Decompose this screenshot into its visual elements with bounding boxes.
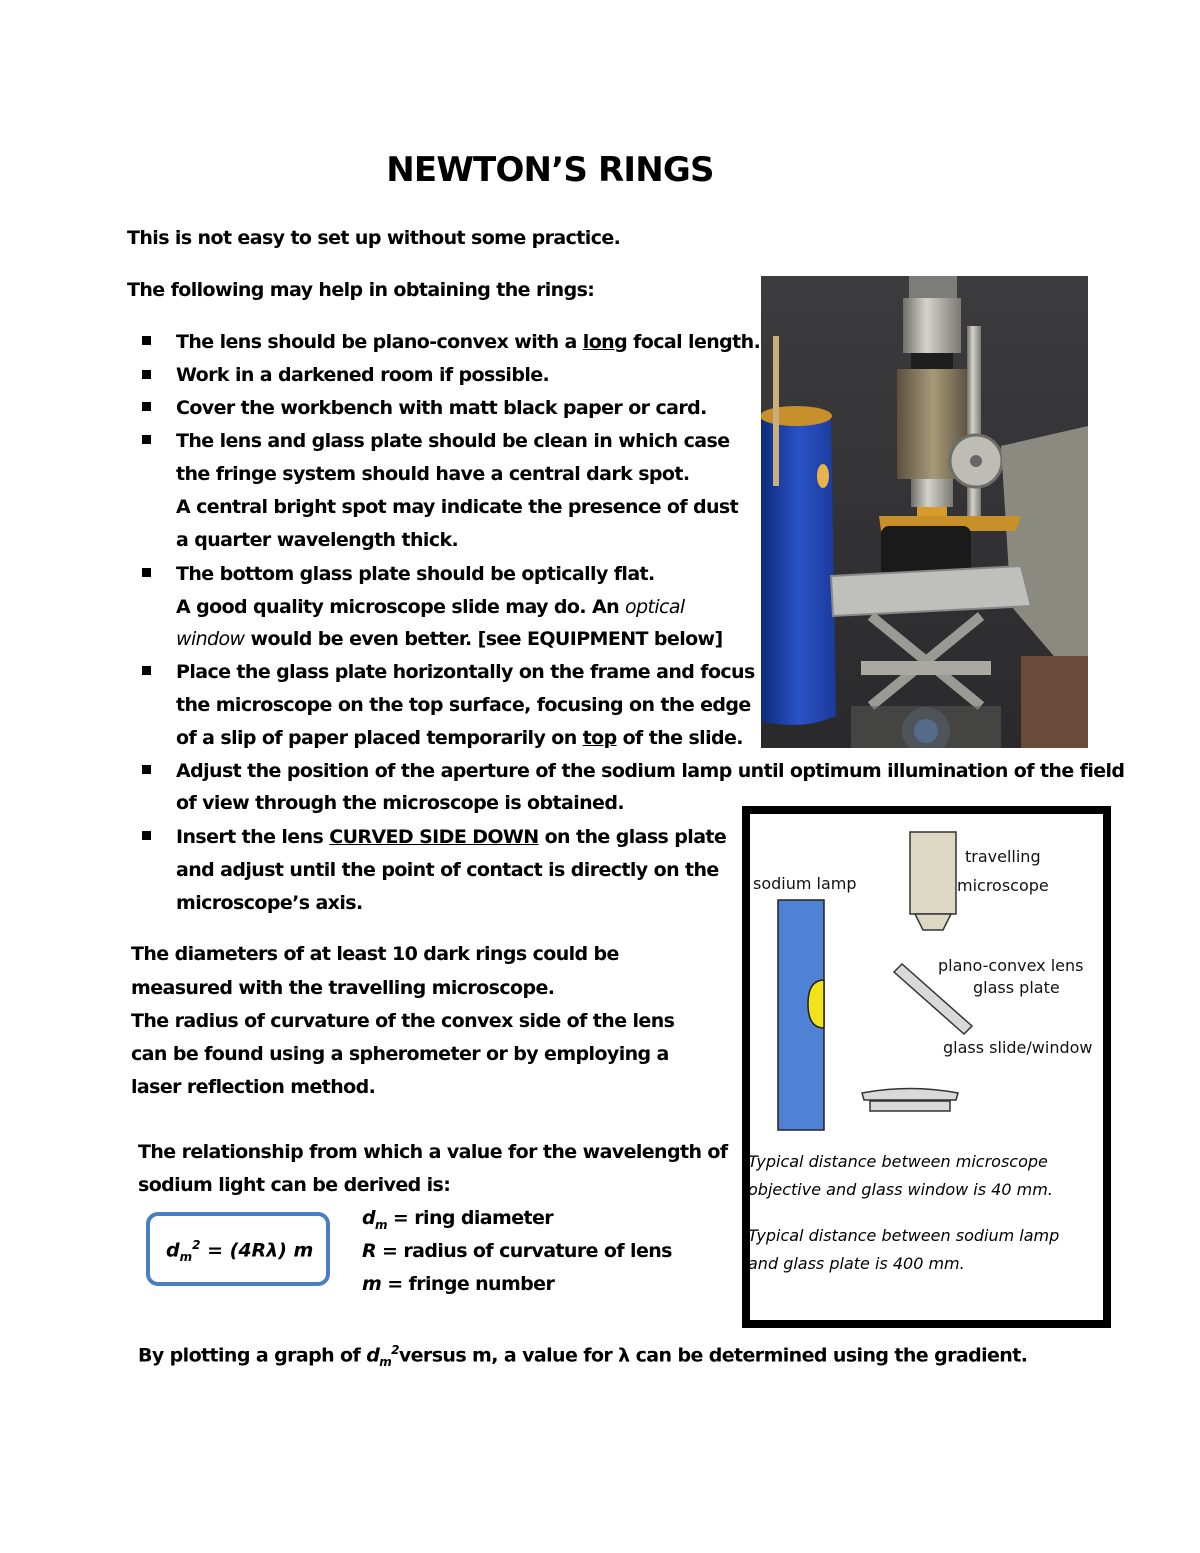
measure-line: laser reflection method. (131, 1076, 376, 1098)
tip-text: of a slip of paper placed temporarily on top of the slide. (176, 727, 743, 749)
diagram-note: and glass plate is 400 mm. (748, 1254, 965, 1273)
label-sodium-lamp: sodium lamp (753, 874, 857, 893)
tip-text: the fringe system should have a central dark spot. (176, 463, 690, 485)
label-glass-plate: glass plate (973, 978, 1060, 997)
tip-text: Insert the lens CURVED SIDE DOWN on the glass plate (176, 826, 727, 848)
microscope-shape (910, 832, 956, 930)
tip-text: and adjust until the point of contact is directly on the (176, 859, 719, 881)
label-microscope: microscope (957, 876, 1049, 895)
legend-item: m = fringe number (362, 1273, 555, 1295)
diagram-note: objective and glass window is 40 mm. (748, 1180, 1053, 1199)
tip-text: A good quality microscope slide may do. An optical (176, 596, 685, 618)
intro-line-1: This is not easy to set up without some practice. (127, 227, 621, 249)
bullet-marker (142, 402, 151, 411)
bullet-marker (142, 831, 151, 840)
page-title: NEWTON’S RINGS (386, 150, 714, 190)
sodium-lamp-shape (778, 900, 824, 1130)
tip-text: The bottom glass plate should be optically flat. (176, 563, 655, 585)
apparatus-illustration (761, 276, 1088, 748)
diagram-note: Typical distance between sodium lamp (748, 1226, 1060, 1245)
diagram-note: Typical distance between microscope (748, 1152, 1048, 1171)
measure-line: measured with the travelling microscope. (131, 977, 555, 999)
bullet-marker (142, 336, 151, 345)
bullet-marker (142, 370, 151, 379)
measure-line: The radius of curvature of the convex side of the lens (131, 1010, 675, 1032)
legend-item: $d_m$ = ring diameter (362, 1207, 554, 1232)
measure-line: can be found using a spherometer or by employing a (131, 1043, 669, 1065)
tip-text: of view through the microscope is obtained. (176, 792, 624, 814)
intro-line-2: The following may help in obtaining the rings: (127, 279, 595, 301)
tip-text: microscope’s axis. (176, 892, 363, 914)
relationship-line: sodium light can be derived is: (138, 1174, 451, 1196)
tip-text: a quarter wavelength thick. (176, 529, 459, 551)
lens-and-slide-shape (862, 1089, 958, 1112)
tip-text: window would be even better. [see EQUIPMENT below] (176, 628, 723, 650)
apparatus-photo (761, 276, 1088, 748)
legend-item: R = radius of curvature of lens (362, 1240, 672, 1262)
tip-text: A central bright spot may indicate the presence of dust (176, 496, 739, 518)
bullet-marker (142, 435, 151, 444)
bullet-marker (142, 568, 151, 577)
label-glass-slide: glass slide/window (943, 1038, 1093, 1057)
tip-text: The lens should be plano-convex with a long focal length. (176, 331, 761, 353)
label-plano-convex-lens: plano-convex lens (938, 956, 1084, 975)
bullet-marker (142, 666, 151, 675)
tip-text: Cover the workbench with matt black paper or card. (176, 397, 707, 419)
conclusion-text: By plotting a graph of $d_m^2versus$ m, a value for λ can be determined using the gradient. (138, 1343, 1028, 1370)
tip-text: Work in a darkened room if possible. (176, 364, 550, 386)
bullet-marker (142, 765, 151, 774)
measure-line: The diameters of at least 10 dark rings could be (131, 943, 619, 965)
setup-diagram (742, 806, 1111, 1328)
tip-text: Adjust the position of the aperture of the sodium lamp until optimum illumination of the field (176, 760, 1125, 782)
formula-text: $d_m^2 = (4R\lambda)$ m (166, 1238, 314, 1265)
formula-box (146, 1212, 330, 1286)
relationship-line: The relationship from which a value for the wavelength of (138, 1141, 728, 1163)
tip-text: Place the glass plate horizontally on the frame and focus (176, 661, 755, 683)
tip-text: the microscope on the top surface, focusing on the edge (176, 694, 751, 716)
label-travelling: travelling (965, 847, 1041, 866)
tip-text: The lens and glass plate should be clean in which case (176, 430, 730, 452)
